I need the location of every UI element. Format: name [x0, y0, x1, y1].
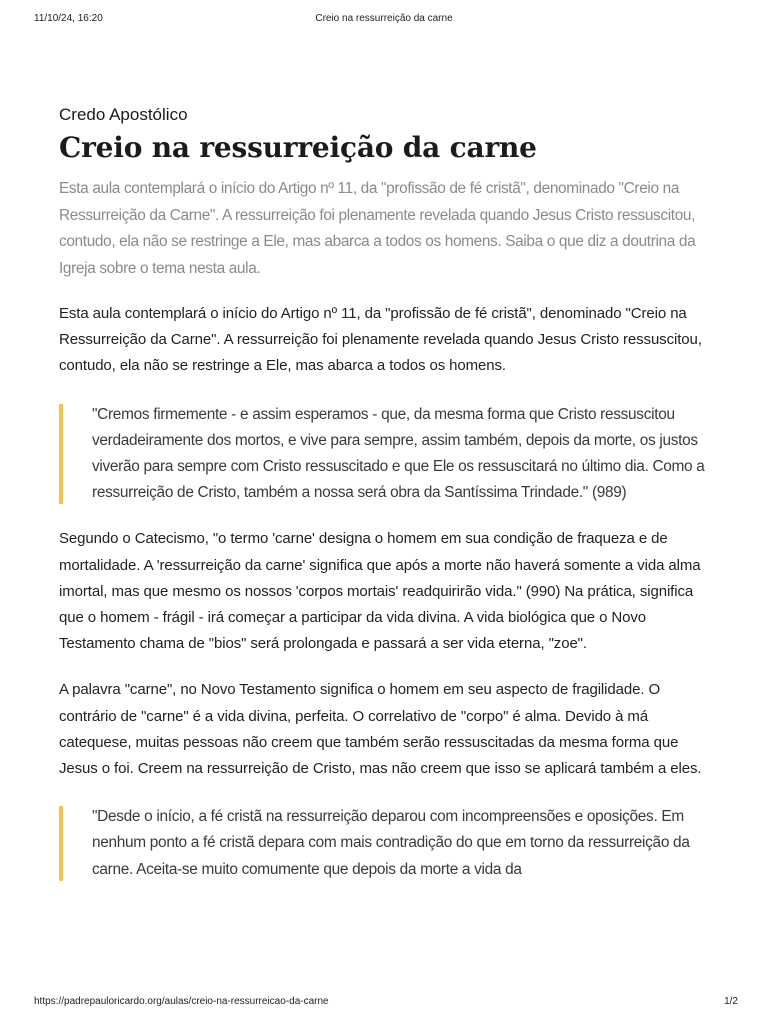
blockquote-text-1: "Cremos firmemente - e assim esperamos - que, da mesma forma que Cristo ressuscitou verdadeiramente dos mortos, e vive para sempre, assim também, depois da morte, os justos viverão para sempre com Cristo ressuscitado e que Ele os ressuscitará no último dia. Como a ressurreição de Cristo, também a nossa será obra da Santíssima Trindade." (989) — [92, 405, 705, 502]
print-header — [0, 13, 768, 27]
print-page-number: 1/2 — [724, 996, 738, 1007]
article-category[interactable]: Credo Apostólico — [59, 105, 188, 124]
blockquote-text-2: "Desde o início, a fé cristã na ressurreição deparou com incompreensões e oposições. Em nenhum ponto a fé cristã depara com mais contradição do que em torno da ressurreição da carne. Aceita-se muito comumente que depois da morte a vida da — [92, 808, 690, 878]
blockquote-1 — [59, 402, 712, 507]
article-title: Creio na ressurreição da carne — [59, 131, 537, 164]
quote-accent-bar — [59, 806, 63, 881]
print-url[interactable]: https://padrepauloricardo.org/aulas/creio-na-ressurreicao-da-carne — [34, 996, 329, 1007]
quote-accent-bar — [59, 404, 63, 505]
article-paragraph-3: A palavra "carne", no Novo Testamento significa o homem em seu aspecto de fragilidade. O contrário de "carne" é a vida divina, perfeita. O correlativo de "corpo" é alma. Devido à má catequese, muitas pessoas não creem que também serão ressuscitadas da mesma forma que Jesus o foi. Creem na ressurreição de Cristo, mas não creem que isso se aplicará também a eles. — [59, 681, 702, 778]
article-lead: Esta aula contemplará o início do Artigo nº 11, da "profissão de fé cristã", denominado "Creio na Ressurreição da Carne". A ressurreição foi plenamente revelada quando Jesus Cristo ressuscitou, contudo, ela não se restringe a Ele, mas abarca a todos os homens. Saiba o que diz a doutrina da Igreja sobre o tema nesta aula. — [59, 180, 696, 277]
article-paragraph-1: Esta aula contemplará o início do Artigo nº 11, da "profissão de fé cristã", denominado "Creio na Ressurreição da Carne". A ressurreição foi plenamente revelada quando Jesus Cristo ressuscitou, contudo, ela não se restringe a Ele, mas abarca a todos os homens. — [59, 305, 702, 375]
print-datetime: 11/10/24, 16:20 — [34, 13, 103, 24]
article-paragraph-2: Segundo o Catecismo, "o termo 'carne' designa o homem em sua condição de fraqueza e de mortalidade. A 'ressurreição da carne' significa que após a morte não haverá somente a vida alma imortal, mas que mesmo os nossos 'corpos mortais' readquirirão vida." (990) Na prática, significa que o homem - frágil - irá começar a participar da vida divina. A vida biológica que o Novo Testamento chama de "bios" será prolongada e passará a ser vida eterna, "zoe". — [59, 530, 701, 653]
print-page-title: Creio na ressurreição da carne — [315, 13, 453, 24]
article — [59, 104, 709, 883]
print-footer — [0, 996, 768, 1010]
blockquote-2 — [59, 804, 712, 883]
